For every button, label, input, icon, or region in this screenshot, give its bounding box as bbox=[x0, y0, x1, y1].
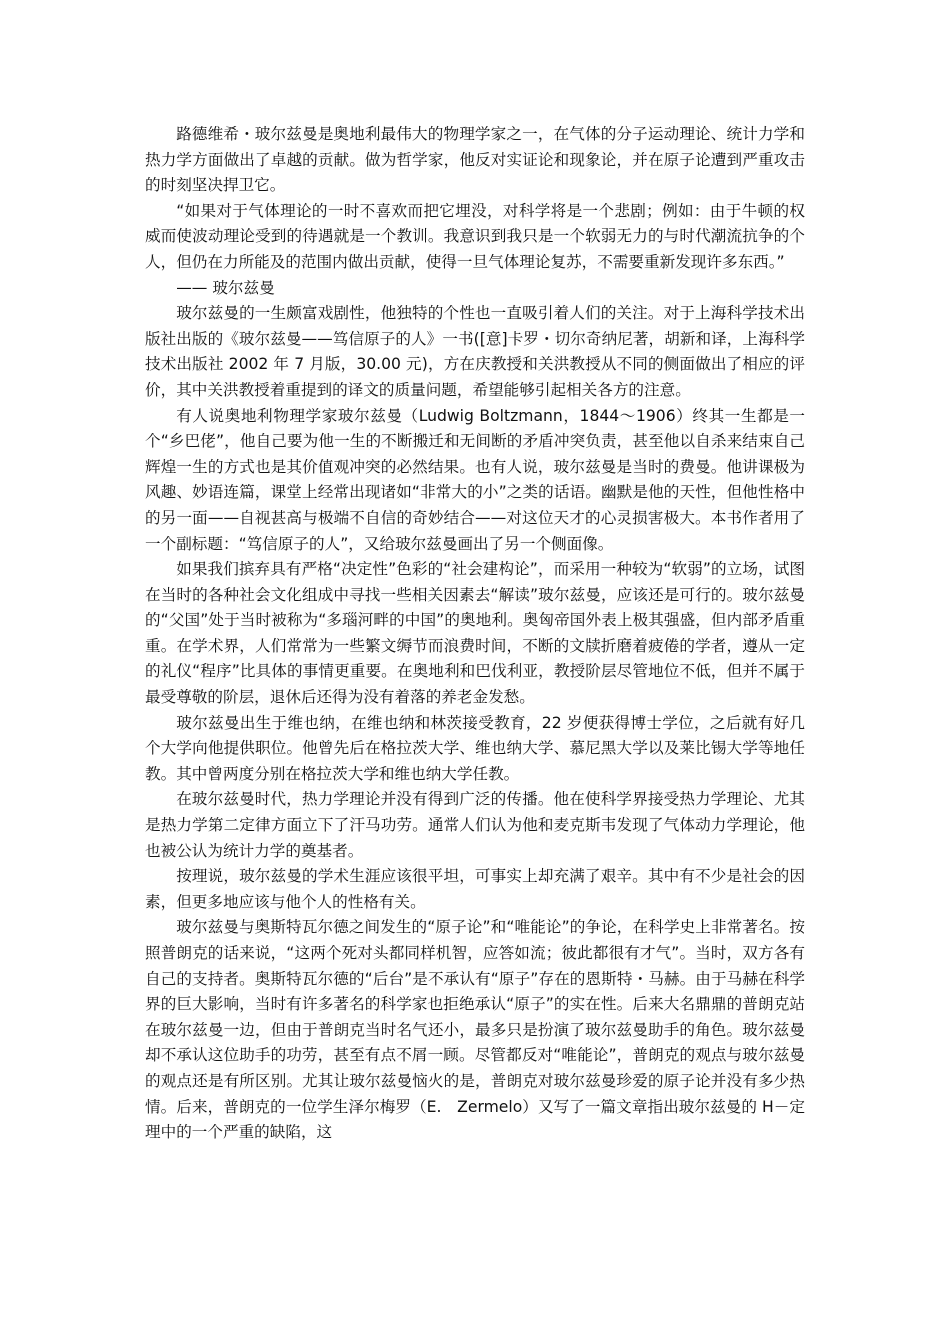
body-paragraph: 有人说奥地利物理学家玻尔兹曼（Ludwig Boltzmann，1844～1906）终其一生都是一个“乡巴佬”，他自己要为他一生的不断搬迁和无间断的矛盾冲突负责，甚至他以自杀来结束自己辉煌一生的方式也是其价值观冲突的必然结果。也有人说，玻尔兹曼是当时的费曼。他讲课极为风趣、妙语连篇，课堂上经常出现诸如“非常大的小”之类的话语。幽默是他的天性，但他性格中的另一面——自视甚高与极端不自信的奇妙结合——对这位天才的心灵损害极大。本书作者用了一个副标题：“笃信原子的人”，又给玻尔兹曼画出了另一个侧面像。 bbox=[145, 406, 805, 553]
article-body bbox=[145, 122, 805, 1146]
body-paragraph: 玻尔兹曼与奥斯特瓦尔德之间发生的“原子论”和“唯能论”的争论，在科学史上非常著名。按照普朗克的话来说，“这两个死对头都同样机智，应答如流；彼此都很有才气”。当时，双方各有自己的支持者。奥斯特瓦尔德的“后台”是不承认有“原子”存在的恩斯特・马赫。由于马赫在科学界的巨大影响，当时有许多著名的科学家也拒绝承认“原子”的实在性。后来大名鼎鼎的普朗克站在玻尔兹曼一边，但由于普朗克当时名气还小，最多只是扮演了玻尔兹曼助手的角色。玻尔兹曼却不承认这位助手的功劳，甚至有点不屑一顾。尽管都反对“唯能论”，普朗克的观点与玻尔兹曼的观点还是有所区别。尤其让玻尔兹曼恼火的是，普朗克对玻尔兹曼珍爱的原子论并没有多少热情。后来，普朗克的一位学生泽尔梅罗（E. Zermelo）又写了一篇文章指出玻尔兹曼的 H－定理中的一个严重的缺陷，这 bbox=[145, 918, 805, 1142]
quote-attribution: —— 玻尔兹曼 bbox=[176, 278, 275, 297]
body-paragraph: 在玻尔兹曼时代，热力学理论并没有得到广泛的传播。他在使科学界接受热力学理论、尤其是热力学第二定律方面立下了汗马功劳。通常人们认为他和麦克斯韦发现了气体动力学理论，他也被公认为统计力学的奠基者。 bbox=[145, 790, 805, 860]
body-paragraph: 玻尔兹曼的一生颇富戏剧性，他独特的个性也一直吸引着人们的关注。对于上海科学技术出版社出版的《玻尔兹曼——笃信原子的人》一书([意]卡罗・切尔奇纳尼著，胡新和译，上海科学技术出版社 2002 年 7 月版，30.00 元)，方在庆教授和关洪教授从不同的侧面做出了相应的评价，其中关洪教授着重提到的译文的质量问题，希望能够引起相关各方的注意。 bbox=[145, 304, 805, 399]
intro-paragraph: 路德维希・玻尔兹曼是奥地利最伟大的物理学家之一，在气体的分子运动理论、统计力学和热力学方面做出了卓越的贡献。做为哲学家，他反对实证论和现象论，并在原子论遭到严重攻击的时刻坚决捍卫它。 bbox=[145, 125, 805, 195]
quote-paragraph: “如果对于气体理论的一时不喜欢而把它埋没，对科学将是一个悲剧；例如：由于牛顿的权威而使波动理论受到的待遇就是一个教训。我意识到我只是一个软弱无力的与时代潮流抗争的个人，但仍在力所能及的范围内做出贡献，使得一旦气体理论复苏，不需要重新发现许多东西。” bbox=[145, 201, 805, 271]
body-paragraph: 玻尔兹曼出生于维也纳，在维也纳和林茨接受教育，22 岁便获得博士学位，之后就有好几个大学向他提供职位。他曾先后在格拉茨大学、维也纳大学、慕尼黑大学以及莱比锡大学等地任教。其中曾两度分别在格拉茨大学和维也纳大学任教。 bbox=[145, 713, 805, 783]
body-paragraph: 如果我们摈弃具有严格“决定性”色彩的“社会建构论”，而采用一种较为“软弱”的立场，试图在当时的各种社会文化组成中寻找一些相关因素去“解读”玻尔兹曼，应该还是可行的。玻尔兹曼的“父国”处于当时被称为“多瑙河畔的中国”的奥地利。奥匈帝国外表上极其强盛，但内部矛盾重重。在学术界，人们常常为一些繁文缛节而浪费时间，不断的文牍折磨着疲倦的学者，遵从一定的礼仪“程序”比具体的事情更重要。在奥地利和巴伐利亚，教授阶层尽管地位不低，但并不属于最受尊敬的阶层，退休后还得为没有着落的养老金发愁。 bbox=[145, 560, 805, 707]
body-paragraph: 按理说，玻尔兹曼的学术生涯应该很平坦，可事实上却充满了艰辛。其中有不少是社会的因素，但更多地应该与他个人的性格有关。 bbox=[145, 867, 805, 911]
